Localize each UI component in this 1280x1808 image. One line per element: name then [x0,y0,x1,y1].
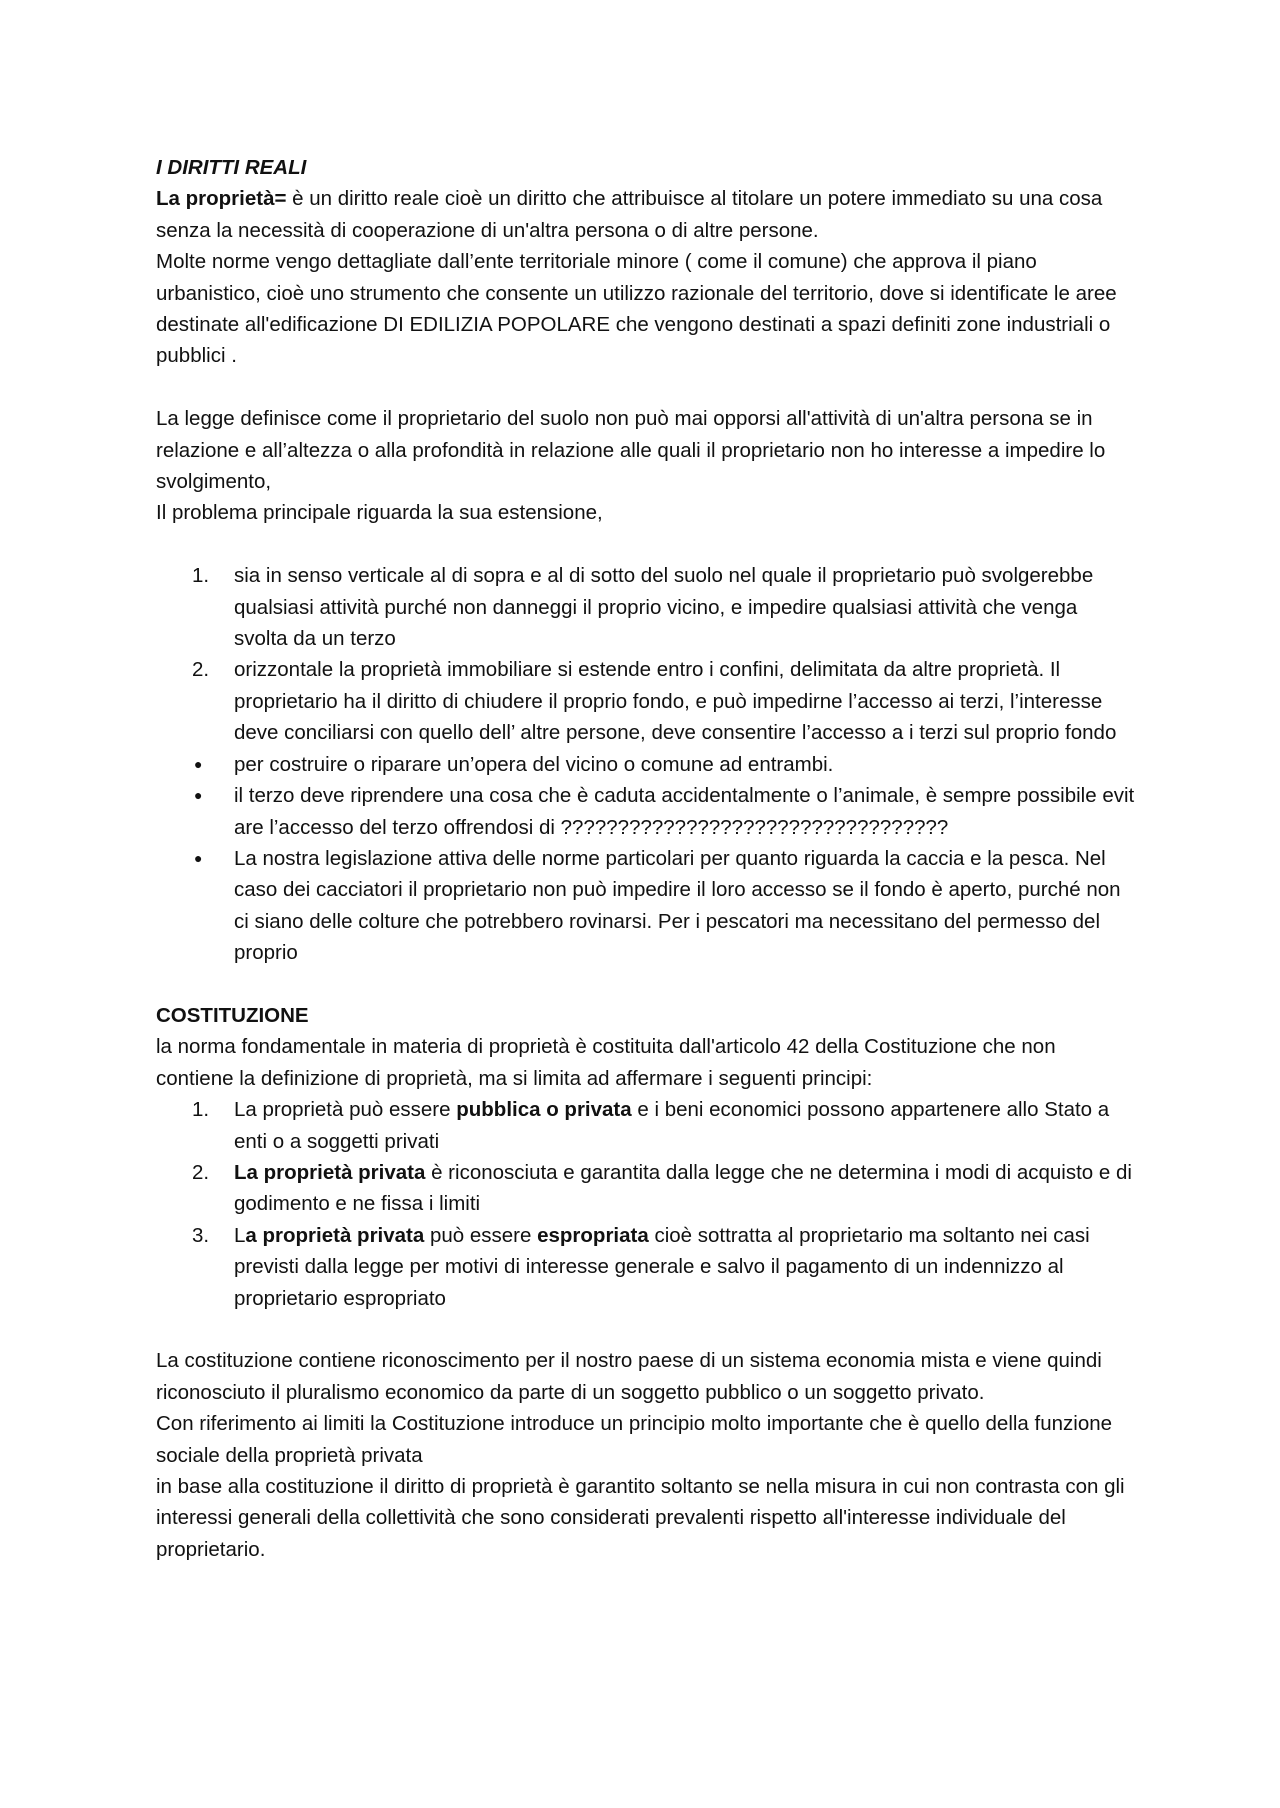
page-title: I DIRITTI REALI [156,156,307,179]
intro-paragraph [156,183,1136,246]
bullet-marker: ● [194,755,203,772]
principi-list [156,1094,1136,1314]
list-item-text: è riconosciuta e garantita dalla legge che ne determina i modi di acquisto e di godimento e ne fissa i limiti [234,1160,1132,1216]
list-item [156,560,1136,654]
list-marker: 2. [192,1160,210,1184]
bold-phrase: pubblica o privata [456,1098,632,1122]
list-item [156,1157,1136,1220]
list-item-text: orizzontale la proprietà immobiliare si estende entro i confini, delimitata da altre proprietà. Il proprietario ha il diritto di chiudere il proprio fondo, e può impedirne l’accesso ai terzi, l’interesse deve conciliarsi con quello dell’ altre persone, deve consentire l’accesso a i terzi sul proprio fondo [234,658,1117,745]
intro-text: è un diritto reale cioè un diritto che attribuisce al titolare un potere immediato su una cosa senza la necessità di cooperazione di un'altra persona o di altre persone. [156,187,1103,242]
bold-phrase: La proprietà privata [234,1160,426,1184]
bullet-marker: ● [194,849,203,866]
paragraph-limiti: Con riferimento ai limiti la Costituzione introduce un principio molto importante che è quello della funzione sociale della proprietà privata [156,1412,1113,1467]
list-item [156,843,1136,969]
list-item-text: per costruire o riparare un’opera del vicino o comune ad entrambi. [234,752,834,776]
list-marker: 1. [192,564,210,588]
paragraph-economia: La costituzione contiene riconoscimento per il nostro paese di un sistema economia mista e viene quindi riconosciuto il pluralismo economico da parte di un soggetto pubblico o un soggetto privato. [156,1349,1102,1404]
list-marker: 2. [192,658,210,682]
bold-phrase: a proprietà privata [245,1223,425,1247]
paragraph-problema: Il problema principale riguarda la sua estensione, [156,501,603,525]
list-item-text: La nostra legislazione attiva delle norme particolari per quanto riguarda la caccia e la pesca. Nel caso dei cacciatori il proprietario non può impedire il loro accesso se il fondo è aperto, purché non ci siano delle colture che potrebbero rovinarsi. Per i pescatori ma necessitano del permesso del proprio [234,846,1121,965]
section-heading-costituzione: COSTITUZIONE [156,1003,309,1027]
list-item-text: il terzo deve riprendere una cosa che è caduta accidentalmente o l’animale, è sempre possibile evitare l’accesso del terzo offrendosi di ?????????????????????????????????? [234,784,1135,839]
paragraph-garantito: in base alla costituzione il diritto di proprietà è garantito soltanto se nella misura in cui non contrasta con gli interessi generali della collettività che sono considerati prevalenti rispetto all'interesse individuale del proprietario. [156,1475,1125,1561]
list-marker: 1. [192,1098,210,1122]
list-item-text: La proprietà può essere [234,1098,457,1122]
list-item [156,1094,1136,1157]
list-item-text: L [234,1223,246,1247]
spacer [156,1314,1136,1345]
list-item-text: cioè sottratta al proprietario ma soltanto nei casi previsti dalla legge per motivi di interesse generale e salvo il pagamento di un indennizzo al proprietario espropriato [234,1223,1090,1310]
estensione-list [156,560,1136,968]
list-item [156,654,1136,748]
list-item-text: può essere [424,1223,538,1247]
spacer [156,969,1136,1000]
list-item-text: sia in senso verticale al di sopra e al di sotto del suolo nel quale il proprietario può svolgerebbe qualsiasi attività purché non danneggi il proprio vicino, e impedire qualsiasi attività che venga svolta da un terzo [234,564,1094,651]
intro-term: La proprietà= [156,187,287,211]
bullet-marker: ● [194,787,203,804]
list-item [156,1220,1136,1314]
paragraph-costituzione-intro: la norma fondamentale in materia di proprietà è costituita dall'articolo 42 della Costituzione che non contiene la definizione di proprietà, ma si limita ad affermare i seguenti principi: [156,1035,1056,1090]
bold-phrase: espropriata [537,1223,649,1247]
list-marker: 3. [192,1223,210,1247]
list-item [156,749,1136,780]
list-item-text: e i beni economici possono appartenere allo Stato a enti o a soggetti privati [234,1098,1110,1153]
spacer [156,372,1136,403]
paragraph-urbanistica: Molte norme vengo dettagliate dall’ente territoriale minore ( come il comune) che approva il piano urbanistico, cioè uno strumento che consente un utilizzo razionale del territorio, dove si identificate le aree destinate all'edificazione DI EDILIZIA POPOLARE che vengono destinati a spazi definiti zone industriali o pubblici . [156,250,1117,368]
paragraph-legge: La legge definisce come il proprietario del suolo non può mai opporsi all'attività di un'altra persona se in relazione e all’altezza o alla profondità in relazione alle quali il proprietario non ho interesse a impedire lo svolgimento, [156,407,1106,494]
spacer [156,529,1136,560]
list-item [156,780,1136,843]
document-page [156,152,1136,1565]
